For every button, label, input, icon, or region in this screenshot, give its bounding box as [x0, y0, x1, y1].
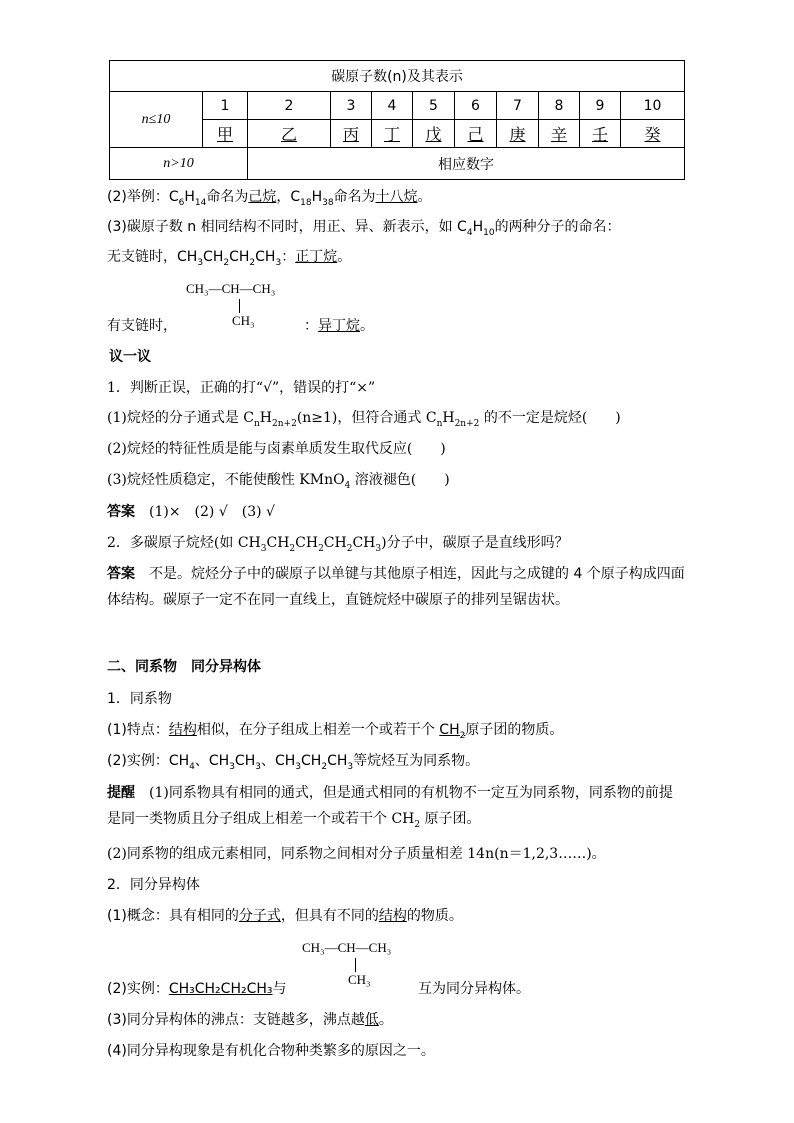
- isomer-concept: (1)概念：具有相同的分子式，但具有不同的结构的物质。: [107, 908, 463, 924]
- question-1: 1．判断正误，正确的打“√”，错误的打“×”: [107, 380, 376, 396]
- isobutane-structure-2: [302, 940, 422, 990]
- stem-cell: 丁: [372, 120, 413, 148]
- isomer-example-end: 互为同分异构体。: [418, 981, 530, 997]
- branched-chain-line: 有支链时，: [107, 318, 177, 334]
- homolog-example: (2)实例：$CH_4$、$CH_3CH_3$、$CH_3CH_2CH_3$等烷烃互为同系物。: [107, 753, 480, 772]
- number-cell: 1: [203, 92, 248, 120]
- homolog-feature: (1)特点：结构相似，在分子组成上相差一个或若干个 $CH_2$原子团的物质。: [107, 722, 564, 741]
- isomer-heading: 2．同分异构体: [107, 877, 200, 893]
- isomer-example: (2)实例：CH₃CH₂CH₂CH₃与: [107, 981, 287, 997]
- isomer-boiling-point: (3)同分异构体的沸点：支链越多，沸点越低。: [107, 1012, 393, 1028]
- number-cell: 7: [497, 92, 539, 120]
- reminder-note: 提醒 (1)同系物具有相同的通式，但是通式相同的有机物不一定互为同系物，同系物的前提是同一类物质且分子组成上相差一个或若干个 $CH_2$ 原子团。: [107, 785, 673, 830]
- number-cell: 3: [331, 92, 372, 120]
- number-cell: 10: [621, 92, 685, 120]
- question-2: 2．多碳原子烷烃(如 $CH_3CH_2CH_2CH_2CH_3$)分子中，碳原子是直线形吗？: [107, 535, 569, 554]
- section-2-heading: 二、同系物 同分异构体: [107, 659, 261, 675]
- stem-cell: 壬: [580, 120, 621, 148]
- number-cell: 4: [372, 92, 413, 120]
- question-1a: (1)烷烃的分子通式是 $C_nH_{2n+2}(n\ge 1)$，但符合通式 $C_nH_{2n+2}$ 的不一定是烷烃( ): [107, 410, 621, 429]
- answer-1: 答案 (1)× (2) √ (3) √: [107, 504, 275, 520]
- answer-2: 答案 不是。烷烃分子中的碳原子以单键与其他原子相连，因此与之成键的 4 个原子构成四面体结构。碳原子一定不在同一直线上，直链烷烃中碳原子的排列呈锯齿状。: [107, 566, 685, 608]
- row-label-small: n≤10: [110, 92, 203, 148]
- row-label-large: n>10: [110, 148, 248, 180]
- question-1c: (3)烷烃性质稳定，不能使酸性 KMnO$_4$ 溶液褪色( ): [107, 472, 450, 491]
- number-cell: 8: [539, 92, 580, 120]
- number-cell: 6: [455, 92, 497, 120]
- stem-cell: 癸: [621, 120, 685, 148]
- example-line: (2)举例：$C_6H_{14}$命名为己烷，$C_{18}H_{38}$命名为十八烷。: [107, 189, 432, 208]
- stem-cell: 甲: [203, 120, 248, 148]
- carbon-number-table: [109, 60, 685, 180]
- isomer-significance: (4)同分异构现象是有机化合物种类繁多的原因之一。: [107, 1043, 435, 1059]
- stem-cell: 庚: [497, 120, 539, 148]
- number-cell: 2: [248, 92, 331, 120]
- structure-branch: CH₃: [348, 972, 371, 987]
- isobutane-structure: [186, 281, 306, 331]
- structure-branch: CH₃: [232, 313, 255, 328]
- reminder-note-2: (2)同系物的组成元素相同，同系物之间相对分子质量相差 14n(n＝1,2,3……)。: [107, 846, 606, 862]
- structure-bond: [355, 958, 356, 972]
- stem-cell: 辛: [539, 120, 580, 148]
- discuss-heading: 议一议: [109, 349, 151, 365]
- stem-cell: 己: [455, 120, 497, 148]
- structure-main-chain: CH₃—CH—CH₃: [186, 281, 276, 296]
- homolog-heading: 1．同系物: [107, 691, 172, 707]
- number-cell: 5: [413, 92, 455, 120]
- large-value-cell: 相应数字: [248, 148, 685, 180]
- stem-cell: 戊: [413, 120, 455, 148]
- stem-cell: 乙: [248, 120, 331, 148]
- structure-main-chain: CH₃—CH—CH₃: [302, 940, 392, 955]
- branched-chain-answer: ：异丁烷。: [304, 318, 374, 334]
- straight-chain-line: 无支链时，$CH_3CH_2CH_2CH_3$：正丁烷。: [107, 249, 352, 268]
- structure-bond: [239, 299, 240, 313]
- question-1b: (2)烷烃的特征性质是能与卤素单质发生取代反应( ): [107, 441, 446, 457]
- stem-cell: 丙: [331, 120, 372, 148]
- naming-rule-line: (3)碳原子数 n 相同结构不同时，用正、异、新表示，如 $C_4H_{10}$的两种分子的命名：: [107, 219, 621, 238]
- number-cell: 9: [580, 92, 621, 120]
- table-title: 碳原子数(n)及其表示: [110, 61, 685, 92]
